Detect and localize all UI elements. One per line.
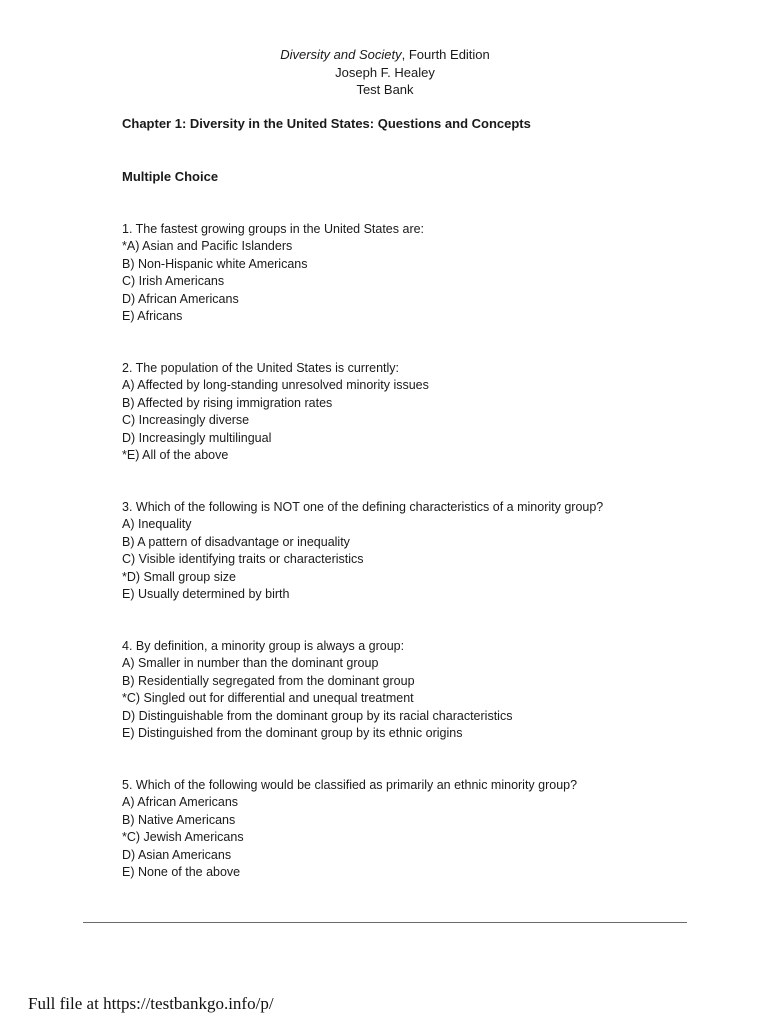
question-stem: 4. By definition, a minority group is always a group:: [122, 639, 405, 653]
question-3: [122, 499, 603, 603]
answer-option: *E) All of the above: [122, 448, 229, 463]
answer-option: *A) Asian and Pacific Islanders: [122, 239, 293, 254]
answer-option: B) Non-Hispanic white Americans: [122, 256, 308, 271]
answer-option: D) Increasingly multilingual: [122, 430, 272, 445]
book-edition: , Fourth Edition: [401, 47, 490, 62]
answer-option: E) Distinguished from the dominant group by its ethnic origins: [122, 726, 463, 741]
author-name: Joseph F. Healey: [335, 64, 435, 80]
answer-option: D) Distinguishable from the dominant group by its racial characteristics: [122, 708, 513, 723]
document-header: [0, 46, 770, 99]
answer-option: A) African Americans: [122, 795, 239, 810]
question-stem: 2. The population of the United States is currently:: [122, 361, 400, 375]
answer-option: C) Irish Americans: [122, 274, 225, 289]
book-title-line: [0, 46, 770, 64]
horizontal-rule: [83, 922, 687, 923]
answer-option: E) Africans: [122, 309, 183, 324]
chapter-title: Chapter 1: Diversity in the United States: Questions and Concepts: [122, 116, 531, 131]
answer-option: B) A pattern of disadvantage or inequality: [122, 534, 350, 549]
book-title: Diversity and Society: [280, 47, 402, 62]
answer-option: *C) Jewish Americans: [122, 830, 244, 845]
document-subtitle: Test Bank: [356, 82, 414, 97]
question-2: [122, 360, 429, 464]
footer-link-text: Full file at https://testbankgo.info/p/: [28, 994, 274, 1013]
question-1: [122, 221, 424, 325]
answer-option: B) Affected by rising immigration rates: [122, 395, 333, 410]
answer-option: B) Native Americans: [122, 812, 236, 827]
answer-option: C) Visible identifying traits or characteristics: [122, 552, 364, 567]
answer-option: *C) Singled out for differential and unequal treatment: [122, 691, 414, 706]
question-5: [122, 777, 577, 881]
question-stem: 5. Which of the following would be classified as primarily an ethnic minority group?: [122, 778, 578, 792]
answer-option: A) Affected by long-standing unresolved minority issues: [122, 378, 429, 393]
answer-option: D) Asian Americans: [122, 847, 232, 862]
answer-option: E) Usually determined by birth: [122, 587, 290, 602]
answer-option: D) African Americans: [122, 291, 239, 306]
question-stem: 3. Which of the following is NOT one of the defining characteristics of a minority group?: [122, 500, 604, 514]
section-title: Multiple Choice: [122, 169, 219, 184]
answer-option: *D) Small group size: [122, 569, 236, 584]
answer-option: A) Smaller in number than the dominant group: [122, 656, 379, 671]
answer-option: E) None of the above: [122, 865, 241, 880]
answer-option: A) Inequality: [122, 517, 192, 532]
question-4: [122, 638, 512, 742]
answer-option: B) Residentially segregated from the dominant group: [122, 673, 415, 688]
answer-option: C) Increasingly diverse: [122, 413, 250, 428]
question-stem: 1. The fastest growing groups in the United States are:: [122, 222, 425, 236]
